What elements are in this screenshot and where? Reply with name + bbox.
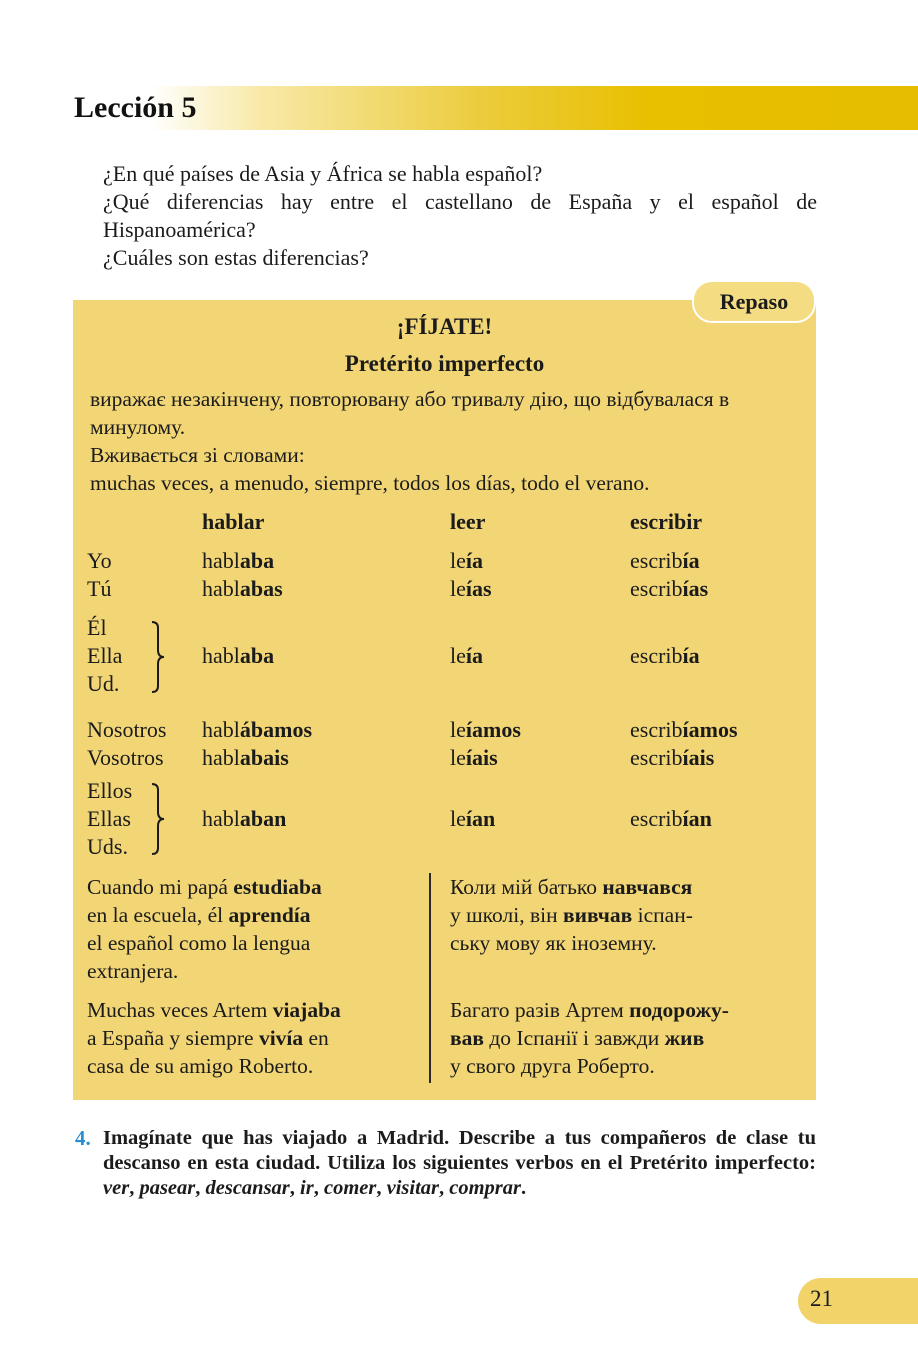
task-number: 4. [75, 1126, 91, 1150]
lesson-title: Lección 5 [74, 91, 197, 124]
form-yo-leer: leía [450, 548, 484, 573]
form-el-leer: leía [450, 643, 484, 668]
pronoun-ellas: Ellas [87, 806, 131, 831]
example-1-spanish [87, 873, 417, 985]
form-tu-escribir: escribías [630, 576, 709, 601]
example-line: ську мову як іноземну. [450, 931, 657, 955]
form-el-escribir: escribía [630, 643, 700, 668]
brace-icon [148, 782, 168, 856]
example-line: у свого друга Роберто. [450, 1054, 655, 1078]
box-subtitle: Pretérito imperfecto [344, 351, 545, 376]
example-2-spanish [87, 996, 417, 1080]
example-2-ukrainian [450, 996, 800, 1080]
pronoun-vosotros: Vosotros [87, 745, 164, 770]
intro-questions [103, 160, 817, 272]
example-line: a España y siempre vivía en [87, 1026, 329, 1050]
form-vosotros-hablar: hablabais [202, 745, 289, 770]
form-yo-hablar: hablaba [202, 548, 275, 573]
box-title: ¡FÍJATE! [396, 314, 493, 339]
question-2: ¿Qué diferencias hay entre el castellano de España y el español de Hispanoamérica? [103, 189, 817, 242]
example-line: Muchas veces Artem viajaba [87, 998, 341, 1022]
form-ellos-hablar: hablaban [202, 806, 287, 831]
task-text: Imagínate que has viajado a Madrid. Describe a tus compañeros de clase tu descanso en esta ciudad. Utiliza los siguientes verbos en el Pretérito imperfecto: ver, pasear, descansar, ir, comer, visitar, comprar. [103, 1127, 816, 1199]
pronoun-ellos: Ellos [87, 778, 133, 803]
question-1: ¿En qué países de Asia y África se habla español? [103, 161, 543, 186]
verb-header-leer: leer [450, 509, 486, 534]
form-tu-hablar: hablabas [202, 576, 283, 601]
verb-header-escribir: escribir [630, 509, 703, 534]
form-el-hablar: hablaba [202, 643, 275, 668]
example-line: extranjera. [87, 959, 179, 983]
pronoun-yo: Yo [87, 548, 112, 573]
pronoun-ella: Ella [87, 643, 123, 668]
form-vosotros-leer: leíais [450, 745, 498, 770]
column-divider [429, 873, 431, 1083]
verb-header-hablar: hablar [202, 509, 265, 534]
form-yo-escribir: escribía [630, 548, 700, 573]
repaso-tab: Repaso [692, 280, 816, 323]
example-line: casa de su amigo Roberto. [87, 1054, 314, 1078]
pronoun-nosotros: Nosotros [87, 717, 167, 742]
form-vosotros-escribir: escribíais [630, 745, 715, 770]
example-line: у школі, він вивчав іспан- [450, 903, 693, 927]
form-nosotros-escribir: escribíamos [630, 717, 738, 742]
box-description [90, 385, 805, 497]
pronoun-tu: Tú [87, 576, 112, 601]
page-number: 21 [810, 1286, 833, 1311]
form-ellos-escribir: escribían [630, 806, 712, 831]
example-line: Коли мій батько навчався [450, 875, 693, 899]
question-3: ¿Cuáles son estas diferencias? [103, 245, 369, 270]
example-line: Багато разів Артем подорожу- [450, 998, 729, 1022]
example-line: вав до Іспанії і завжди жив [450, 1026, 705, 1050]
usage-words: muchas veces, a menudo, siempre, todos los días, todo el verano. [90, 471, 650, 495]
form-ellos-leer: leían [450, 806, 496, 831]
pronoun-uds: Uds. [87, 834, 128, 859]
example-line: en la escuela, él aprendía [87, 903, 311, 927]
example-line: Cuando mi papá estudiaba [87, 875, 322, 899]
form-nosotros-hablar: hablábamos [202, 717, 313, 742]
description-text: виражає незакінчену, повторювану або тривалу дію, що відбувалася в минулому. [90, 387, 730, 439]
pronoun-el: Él [87, 615, 107, 640]
pronoun-ud: Ud. [87, 671, 120, 696]
form-tu-leer: leías [450, 576, 492, 601]
example-1-ukrainian [450, 873, 800, 957]
brace-icon [148, 620, 168, 694]
example-line: el español como la lengua [87, 931, 311, 955]
usage-label: Вживається зі словами: [90, 443, 305, 467]
form-nosotros-leer: leíamos [450, 717, 521, 742]
